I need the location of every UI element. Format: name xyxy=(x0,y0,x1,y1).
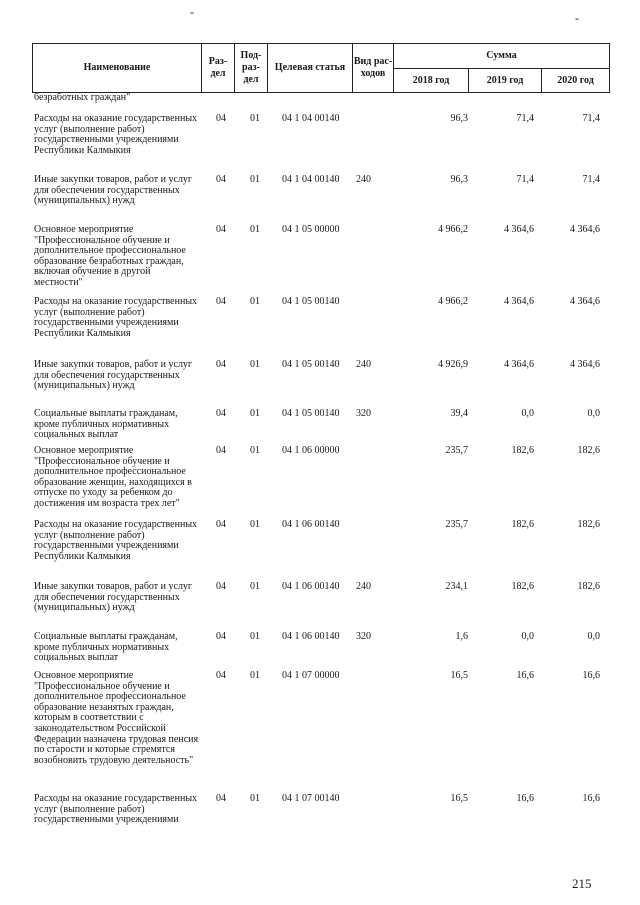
row-vid: 320 xyxy=(356,631,371,642)
row-razdel: 04 xyxy=(216,224,226,235)
row-value-2019: 0,0 xyxy=(521,408,534,419)
row-value-2020: 16,6 xyxy=(582,793,600,804)
row-value-2019: 4 364,6 xyxy=(504,224,534,235)
row-name: Расходы на оказание государственных услуг (выполнение работ) государственными учреждениями xyxy=(34,793,198,826)
top-mark-right: - xyxy=(575,11,579,25)
row-name: Основное мероприятие "Профессиональное обучение и дополнительное профессиональное образование незанятых граждан, которым в соответствии с законодательством Российской Федерации назначена трудовая пенсия по старости и которые стремятся возобновить трудовую деятельность" xyxy=(34,670,199,766)
row-name: Расходы на оказание государственных услуг (выполнение работ) государственными учреждениями Республики Калмыкия xyxy=(34,296,198,339)
row-value-2019: 16,6 xyxy=(516,793,534,804)
row-razdel: 04 xyxy=(216,296,226,307)
row-value-2019: 71,4 xyxy=(516,113,534,124)
header-razdel: Раз-дел xyxy=(201,43,235,93)
row-celevaya: 04 1 05 00140 xyxy=(282,359,340,370)
row-podrazdel: 01 xyxy=(250,113,260,124)
row-value-2018: 4 966,2 xyxy=(438,296,468,307)
row-value-2018: 4 926,9 xyxy=(438,359,468,370)
page-number: 215 xyxy=(572,876,592,891)
row-razdel: 04 xyxy=(216,359,226,370)
row-value-2018: 96,3 xyxy=(450,174,468,185)
row-vid: 240 xyxy=(356,174,371,185)
row-podrazdel: 01 xyxy=(250,224,260,235)
header-year-2019: 2019 год xyxy=(468,68,542,93)
row-podrazdel: 01 xyxy=(250,296,260,307)
row-name: Основное мероприятие "Профессиональное обучение и дополнительное профессиональное образование женщин, находящихся в отпуске по уходу за ребенком до достижения им возраста трех лет" xyxy=(34,445,192,509)
row-value-2020: 4 364,6 xyxy=(570,296,600,307)
row-name: Социальные выплаты гражданам, кроме публичных нормативных социальных выплат xyxy=(34,408,178,441)
row-value-2018: 16,5 xyxy=(450,793,468,804)
table-header xyxy=(32,43,610,93)
header-vid: Вид рас-ходов xyxy=(352,43,394,93)
row-value-2019: 182,6 xyxy=(511,581,534,592)
row-celevaya: 04 1 07 00000 xyxy=(282,670,340,681)
row-value-2020: 0,0 xyxy=(587,408,600,419)
row-podrazdel: 01 xyxy=(250,408,260,419)
row-name: Иные закупки товаров, работ и услуг для обеспечения государственных (муниципальных) нужд xyxy=(34,581,193,614)
row-value-2018: 4 966,2 xyxy=(438,224,468,235)
row-value-2019: 182,6 xyxy=(511,445,534,456)
row-value-2019: 0,0 xyxy=(521,631,534,642)
row-celevaya: 04 1 06 00140 xyxy=(282,581,340,592)
row-name: Основное мероприятие "Профессиональное обучение и дополнительное профессиональное образование безработных граждан, включая обучение в другой местности" xyxy=(34,224,186,288)
row-podrazdel: 01 xyxy=(250,359,260,370)
row-value-2019: 182,6 xyxy=(511,519,534,530)
row-name: Иные закупки товаров, работ и услуг для обеспечения государственных (муниципальных) нужд xyxy=(34,359,193,392)
row-value-2020: 16,6 xyxy=(582,670,600,681)
row-podrazdel: 01 xyxy=(250,174,260,185)
row-value-2018: 39,4 xyxy=(450,408,468,419)
row-celevaya: 04 1 05 00000 xyxy=(282,224,340,235)
row-value-2018: 16,5 xyxy=(450,670,468,681)
header-podrazdel: Под-раз-дел xyxy=(234,43,268,93)
row-value-2019: 4 364,6 xyxy=(504,296,534,307)
row-name: безработных граждан" xyxy=(34,92,131,103)
row-name: Иные закупки товаров, работ и услуг для обеспечения государственных (муниципальных) нужд xyxy=(34,174,193,207)
row-razdel: 04 xyxy=(216,581,226,592)
top-mark-left: - xyxy=(190,5,194,19)
row-podrazdel: 01 xyxy=(250,519,260,530)
row-value-2019: 71,4 xyxy=(516,174,534,185)
row-celevaya: 04 1 05 00140 xyxy=(282,296,340,307)
row-value-2020: 0,0 xyxy=(587,631,600,642)
row-celevaya: 04 1 06 00140 xyxy=(282,519,340,530)
row-razdel: 04 xyxy=(216,445,226,456)
row-razdel: 04 xyxy=(216,793,226,804)
row-value-2020: 71,4 xyxy=(582,113,600,124)
row-celevaya: 04 1 07 00140 xyxy=(282,793,340,804)
row-podrazdel: 01 xyxy=(250,631,260,642)
row-name: Расходы на оказание государственных услуг (выполнение работ) государственными учреждениями Республики Калмыкия xyxy=(34,113,198,156)
header-summa: Сумма xyxy=(393,43,610,69)
row-razdel: 04 xyxy=(216,519,226,530)
row-podrazdel: 01 xyxy=(250,445,260,456)
row-value-2020: 182,6 xyxy=(577,581,600,592)
row-razdel: 04 xyxy=(216,631,226,642)
row-razdel: 04 xyxy=(216,113,226,124)
row-podrazdel: 01 xyxy=(250,793,260,804)
header-year-2020: 2020 год xyxy=(541,68,610,93)
row-value-2020: 182,6 xyxy=(577,445,600,456)
row-podrazdel: 01 xyxy=(250,670,260,681)
row-value-2020: 182,6 xyxy=(577,519,600,530)
row-value-2018: 234,1 xyxy=(445,581,468,592)
row-razdel: 04 xyxy=(216,408,226,419)
row-razdel: 04 xyxy=(216,174,226,185)
row-name: Расходы на оказание государственных услуг (выполнение работ) государственными учреждениями Республики Калмыкия xyxy=(34,519,198,562)
row-value-2020: 71,4 xyxy=(582,174,600,185)
header-celevaya: Целевая статья xyxy=(267,43,353,93)
row-value-2019: 4 364,6 xyxy=(504,359,534,370)
header-name: Наименование xyxy=(32,43,202,93)
row-value-2018: 235,7 xyxy=(445,445,468,456)
row-value-2020: 4 364,6 xyxy=(570,224,600,235)
row-celevaya: 04 1 04 00140 xyxy=(282,174,340,185)
row-vid: 240 xyxy=(356,359,371,370)
header-year-2018: 2018 год xyxy=(393,68,469,93)
row-value-2018: 1,6 xyxy=(455,631,468,642)
row-vid: 240 xyxy=(356,581,371,592)
row-celevaya: 04 1 04 00140 xyxy=(282,113,340,124)
row-name: Социальные выплаты гражданам, кроме публичных нормативных социальных выплат xyxy=(34,631,178,664)
row-celevaya: 04 1 06 00000 xyxy=(282,445,340,456)
row-value-2018: 96,3 xyxy=(450,113,468,124)
row-celevaya: 04 1 06 00140 xyxy=(282,631,340,642)
row-value-2020: 4 364,6 xyxy=(570,359,600,370)
row-celevaya: 04 1 05 00140 xyxy=(282,408,340,419)
row-podrazdel: 01 xyxy=(250,581,260,592)
row-value-2019: 16,6 xyxy=(516,670,534,681)
row-value-2018: 235,7 xyxy=(445,519,468,530)
row-vid: 320 xyxy=(356,408,371,419)
row-razdel: 04 xyxy=(216,670,226,681)
